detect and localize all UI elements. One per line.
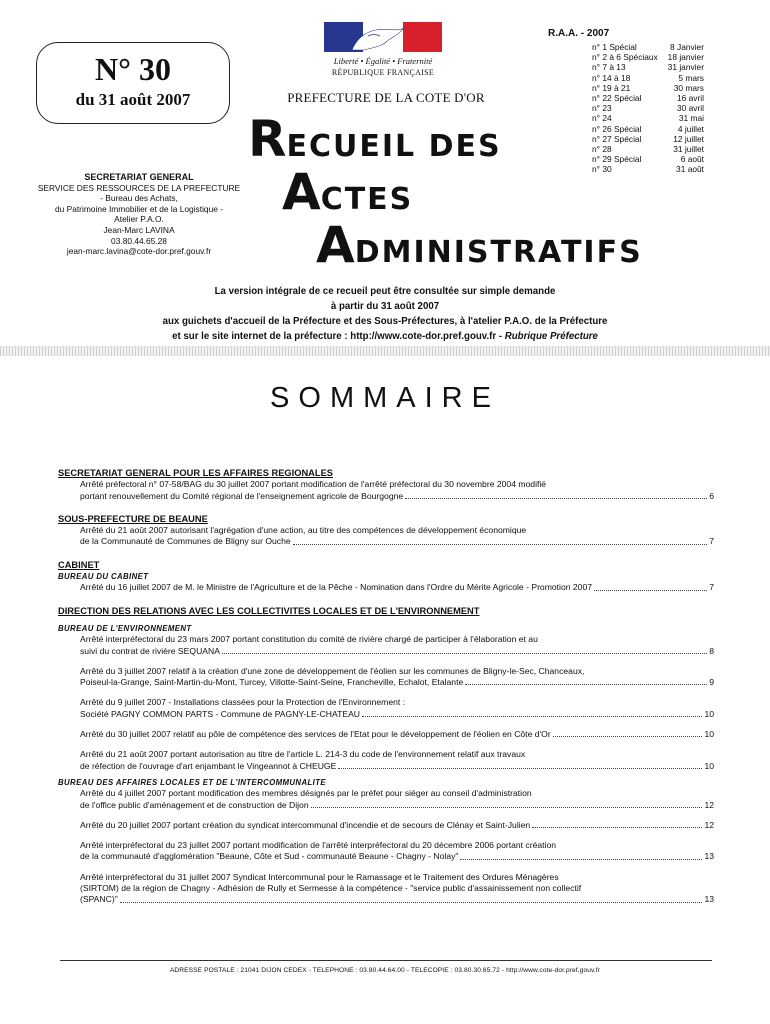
toc-entry-text: Arrêté du 30 juillet 2007 relatif au pôle de compétence des services de l'Etat pour le développement de l'éolien en Côte d'Or	[80, 729, 551, 740]
republic-motto: Liberté • Égalité • Fraternité	[333, 56, 433, 66]
title-rest: ECUEIL DES	[286, 129, 502, 164]
raa-row	[592, 124, 704, 134]
toc-entry-text: Arrêté du 4 juillet 2007 portant modification des membres désignés par le préfet pour siéger au conseil d'administration	[80, 788, 532, 799]
toc-entry[interactable]	[58, 820, 714, 831]
toc-page-number: 12	[704, 799, 714, 810]
title-initial: R	[248, 110, 287, 168]
raa-issue: n° 24	[592, 113, 612, 124]
title-initial: A	[282, 163, 321, 221]
raa-date: 30 mars	[673, 82, 704, 93]
toc-entry[interactable]	[58, 525, 714, 548]
notice-rubrique: Rubrique Préfecture	[504, 331, 598, 342]
toc-section-title: CABINET	[58, 559, 100, 570]
toc-entry[interactable]	[58, 840, 714, 863]
raa-row	[592, 144, 704, 154]
marianne-logo	[318, 18, 448, 82]
notice-website[interactable]: et sur le site internet de la préfecture : http://www.cote-dor.pref.gouv.fr -	[172, 331, 503, 342]
contact-block	[10, 172, 268, 257]
divider-band	[0, 346, 770, 356]
toc-section-title: SECRETARIAT GENERAL POUR LES AFFAIRES REGIONALES	[58, 468, 333, 478]
raa-issue: n° 29 Spécial	[592, 154, 642, 165]
raa-row	[592, 134, 704, 144]
toc-entry-text: suivi du contrat de rivière SEQUANA	[80, 645, 220, 656]
raa-date: 4 juillet	[677, 123, 704, 134]
toc-entry[interactable]	[58, 582, 714, 593]
toc-entry[interactable]	[58, 729, 714, 740]
table-of-contents	[58, 468, 714, 906]
raa-row	[592, 154, 704, 164]
toc-entry[interactable]	[58, 749, 714, 772]
footer-divider	[60, 960, 712, 961]
footer-address: ADRESSE POSTALE : 21041 DIJON CEDEX - TELEPHONE : 03.80.44.64.00 - TELECOPIE : 03.80.30.65.72 - http://www.cote-dor.pref.gouv.fr	[169, 967, 601, 974]
issue-number: N° 30	[95, 51, 171, 87]
toc-entry-text: Poiseul-la-Grange, Saint-Martin-du-Mont, Turcey, Villotte-Saint-Seine, Francheville, Echalot, Etalante	[80, 677, 464, 688]
title-initial: A	[316, 216, 355, 274]
raa-issue: n° 14 à 18	[592, 72, 631, 83]
raa-date: 31 juillet	[673, 144, 704, 155]
prefecture-name: PREFECTURE DE LA COTE D'OR	[287, 90, 485, 105]
sommaire-heading: SOMMAIRE	[270, 382, 500, 414]
toc-entry[interactable]	[58, 872, 714, 906]
toc-entry-text: Arrêté du 9 juillet 2007 - Installations classées pour la Protection de l'Environnement :	[80, 697, 406, 708]
toc-entry[interactable]	[58, 697, 714, 720]
raa-date: 8 Janvier	[670, 42, 704, 52]
toc-page-number: 6	[709, 490, 714, 501]
toc-page-number: 12	[704, 819, 714, 830]
raa-row	[592, 42, 704, 52]
toc-entry-text: Arrêté du 3 juillet 2007 relatif à la création d'une zone de développement de l'éolien sur les communes de Bligny-le-Sec, Chanceaux,	[80, 665, 585, 676]
toc-entry-text: Arrêté du 21 août 2007 autorisant l'agrégation d'une action, au titre des compétences de développement économique	[80, 525, 527, 536]
toc-entry-text: Arrêté préfectoral n° 07-58/BAG du 30 juillet 2007 portant modification de l'arrêté préfectoral du 30 novembre 2004 modifié	[80, 479, 547, 490]
toc-entry[interactable]	[58, 479, 714, 502]
toc-entry-text: Arrêté du 21 août 2007 portant autorisation au titre de l'article L. 214-3 du code de l'environnement relatif aux travaux	[80, 749, 526, 760]
toc-entry[interactable]	[58, 666, 714, 689]
republic-label: RÉPUBLIQUE FRANÇAISE	[331, 68, 435, 77]
toc-section-title: DIRECTION DES RELATIONS AVEC LES COLLECTIVITES LOCALES ET DE L'ENVIRONNEMENT	[58, 605, 480, 616]
toc-entry-text: Arrêté interpréfectoral du 31 juillet 2007 Syndicat Intercommunal pour le Ramassage et le Traitement des Ordures Ménagères	[80, 871, 559, 882]
tricolor-flag-icon	[324, 22, 442, 52]
toc-entry-text: portant renouvellement du Comité régional de l'enseignement agricole de Bourgogne	[80, 490, 404, 501]
toc-page-number: 7	[709, 536, 714, 547]
toc-entry-text: (SPANC)"	[80, 894, 118, 905]
toc-page-number: 10	[704, 760, 714, 771]
toc-entry-text: Arrêté interpréfectoral du 23 juillet 2007 portant modification de l'arrêté interpréfectoral du 20 décembre 2006 portant création	[80, 840, 557, 851]
toc-page-number: 10	[704, 729, 714, 740]
title-rest: CTES	[320, 182, 414, 217]
toc-entry-text: de réfection de l'ouvrage d'art enjambant le Vingeannot à CHEUGE	[80, 760, 337, 771]
raa-issue: n° 2 à 6 Spéciaux	[592, 52, 658, 63]
title-line-administratifs	[316, 216, 643, 274]
raa-date: 16 avril	[677, 93, 704, 104]
toc-entry-text: Arrêté du 20 juillet 2007 portant création du syndicat intercommunal d'incendie et de secours de Clénay et Saint-Julien	[80, 819, 531, 830]
toc-entry-text: de la communauté d'agglomération "Beaune, Côte et Sud - communauté Beaune - Chagny - Nolay"	[80, 851, 459, 862]
toc-page-number: 8	[709, 645, 714, 656]
contact-department: SECRETARIAT GENERAL	[84, 172, 194, 182]
toc-entry[interactable]	[58, 634, 714, 657]
toc-page-number: 10	[704, 708, 714, 719]
raa-issue: n° 26 Spécial	[592, 123, 642, 134]
title-line-recueil	[248, 110, 502, 168]
contact-atelier: Atelier P.A.O.	[114, 214, 164, 225]
raa-row	[592, 62, 704, 72]
toc-page-number: 13	[704, 851, 714, 862]
notice-line	[60, 329, 710, 344]
raa-row	[592, 93, 704, 103]
toc-entry-text: Arrêté du 16 juillet 2007 de M. le Ministre de l'Agriculture et de la Pêche - Nomination dans l'Ordre du Mérite Agricole - Promotion 2007	[80, 582, 593, 593]
toc-subsection-title: BUREAU DES AFFAIRES LOCALES ET DE L'INTERCOMMUNALITE	[58, 777, 326, 787]
marianne-profile-icon	[342, 22, 424, 52]
raa-date: 5 mars	[678, 72, 704, 83]
toc-entry-text: Société PAGNY COMMON PARTS - Commune de PAGNY-LE-CHATEAU	[80, 708, 361, 719]
raa-list	[592, 42, 704, 175]
raa-issue: n° 30	[592, 164, 612, 175]
raa-issue: n° 22 Spécial	[592, 93, 642, 104]
toc-subsection-title: BUREAU DU CABINET	[58, 572, 149, 582]
notice-line: La version intégrale de ce recueil peut être consultée sur simple demande	[214, 286, 556, 297]
raa-date: 18 janvier	[667, 52, 704, 63]
issue-date: du 31 août 2007	[75, 90, 191, 109]
raa-row	[592, 164, 704, 174]
raa-issue: n° 28	[592, 144, 612, 155]
issue-badge	[36, 42, 230, 124]
title-rest: DMINISTRATIFS	[354, 235, 643, 270]
contact-phone: 03.80.44.65.28	[111, 235, 167, 246]
toc-entry-text: Arrêté interpréfectoral du 23 mars 2007 portant constitution du comité de rivière chargé de participer à l'élaboration et au	[80, 634, 538, 645]
toc-entry-text: (SIRTOM) de la région de Chagny - Adhésion de Rully et Sermesse à la compétence - "service public d'assainissement non collectif	[80, 883, 582, 894]
availability-notice	[60, 284, 710, 344]
notice-line: aux guichets d'accueil de la Préfecture et des Sous-Préfectures, à l'atelier P.A.O. de la Préfecture	[162, 316, 608, 327]
raa-date: 30 avril	[677, 103, 704, 114]
toc-entry-text: de l'office public d'aménagement et de construction de Dijon	[80, 799, 309, 810]
contact-bureau: - Bureau des Achats,	[100, 193, 178, 204]
toc-entry[interactable]	[58, 788, 714, 811]
contact-bureau-detail: du Patrimoine Immobilier et de la Logistique -	[54, 203, 224, 214]
toc-page-number: 7	[709, 582, 714, 593]
raa-heading: R.A.A. - 2007	[548, 28, 610, 39]
toc-entry-text: de la Communauté de Communes de Bligny sur Ouche	[80, 536, 291, 547]
contact-email[interactable]: jean-marc.lavina@cote-dor.pref.gouv.fr	[66, 246, 212, 257]
raa-issue: n° 19 à 21	[592, 82, 631, 93]
toc-page-number: 13	[704, 894, 714, 905]
raa-row	[592, 73, 704, 83]
raa-date: 31 mai	[678, 113, 704, 124]
raa-date: 6 août	[680, 154, 704, 165]
raa-issue: n° 23	[592, 103, 612, 114]
raa-date: 31 janvier	[667, 62, 704, 73]
raa-row	[592, 83, 704, 93]
raa-date: 12 juillet	[673, 133, 704, 144]
contact-service: SERVICE DES RESSOURCES DE LA PREFECTURE	[37, 182, 241, 193]
raa-date: 31 août	[676, 164, 704, 175]
notice-line: à partir du 31 août 2007	[330, 301, 440, 312]
toc-subsection-title: BUREAU DE L'ENVIRONNEMENT	[58, 623, 192, 633]
toc-section-title: SOUS-PREFECTURE DE BEAUNE	[58, 513, 208, 524]
title-line-actes	[282, 163, 413, 221]
raa-row	[592, 113, 704, 123]
raa-issue: n° 27 Spécial	[592, 133, 642, 144]
raa-issue: n° 7 à 13	[592, 62, 626, 73]
toc-page-number: 9	[709, 677, 714, 688]
raa-row	[592, 52, 704, 62]
contact-person: Jean-Marc LAVINA	[103, 224, 175, 235]
raa-issue: n° 1 Spécial	[592, 42, 637, 52]
raa-row	[592, 103, 704, 113]
